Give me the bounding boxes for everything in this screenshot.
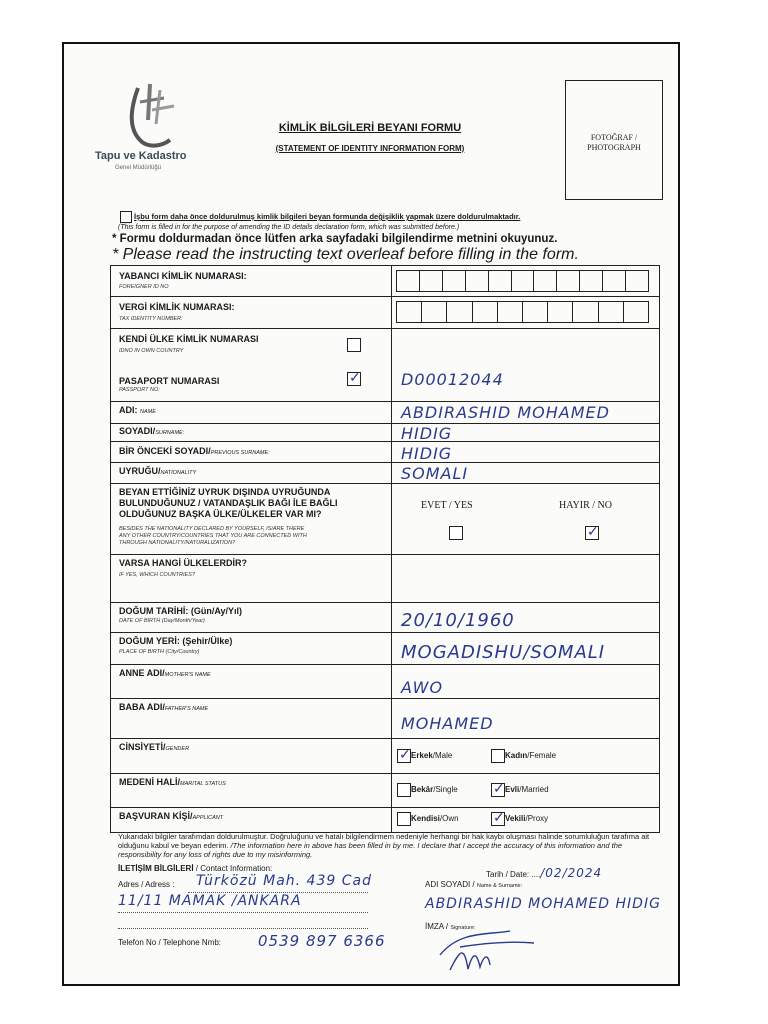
foreigner-id-label: YABANCI KİMLİK NUMARASI: xyxy=(119,271,247,281)
female-label: Kadın/Female xyxy=(505,751,557,760)
prev-surname-value[interactable]: HIDIG xyxy=(401,444,453,463)
other-nationality-question-en: BESIDES THE NATIONALITY DECLARED BY YOURSELF, IS/ARE THERE ANY OTHER COUNTRY/COUNTRIES THAT YOU ARE CONNECTED WITH THROUGH NATIONALITY/NATURALIZATION? xyxy=(119,526,307,546)
photo-label: FOTOĞRAF / PHOTOGRAPH xyxy=(587,133,641,152)
mother-name-value[interactable]: AWO xyxy=(401,678,444,697)
address-line-1[interactable]: Türközü Mah. 439 Cad xyxy=(196,873,372,889)
tax-id-label: VERGİ KİMLİK NUMARASI: xyxy=(119,302,235,312)
name-value[interactable]: ABDIRASHID MOHAMED xyxy=(401,403,610,422)
declaration-text: Yukarıdaki bilgiler tarafımdan doldurulmuştur. Doğruluğunu ve hatalı bilgilendirmem nedeniyle herhangi bir hak kaybı oluşması halinde sorumluluğun tarafıma ait olduğunu kabul ve beyan ederim. /The information here in above has been filled in by me. I declare that I accept the accuracy of this information and the responsibility for any loss of rights due to my misinforming. xyxy=(118,832,650,859)
telephone-label: Telefon No / Telephone Nmb: xyxy=(118,938,222,947)
nationality-label: UYRUĞU/NATIONALITY xyxy=(119,466,197,476)
passport-value[interactable]: D00012044 xyxy=(401,370,504,389)
other-nationality-yes-checkbox[interactable] xyxy=(449,526,463,540)
married-checkbox[interactable] xyxy=(491,783,505,797)
date-field: Tarih / Date: ..../02/2024 xyxy=(486,866,603,880)
dob-value[interactable]: 20/10/1960 xyxy=(401,610,515,631)
dob-label: DOĞUM TARİHİ: (Gün/Ay/Yıl) xyxy=(119,606,242,616)
prev-surname-label: BİR ÖNCEKİ SOYADI/PREVIOUS SURNAME: xyxy=(119,446,270,456)
applicant-label: BAŞVURAN KİŞİ/APPLICANT xyxy=(119,811,224,821)
address-line-2[interactable]: 11/11 MAMAK /ANKARA xyxy=(118,893,302,909)
org-name: Tapu ve Kadastro xyxy=(95,150,187,162)
photo-box xyxy=(565,80,663,200)
own-label: Kendisi/Own xyxy=(411,814,459,823)
nationality-value[interactable]: SOMALI xyxy=(401,464,469,483)
home-id-checkbox[interactable] xyxy=(347,338,361,352)
yes-label: EVET / YES xyxy=(421,500,473,511)
contact-heading: İLETİŞİM BİLGİLERİ / Contact Information: xyxy=(118,864,273,873)
date-value[interactable]: /02/2024 xyxy=(540,866,603,880)
female-checkbox[interactable] xyxy=(491,749,505,763)
form-title: KİMLİK BİLGİLERİ BEYANI FORMU xyxy=(278,122,462,134)
name-surname-label: ADI SOYADI / Name & Surname: xyxy=(425,880,523,889)
signature-label: İMZA / Signature: xyxy=(425,922,476,931)
amend-notice: İşbu form daha önce doldurulmuş kimlik bilgileri beyan formunda değişiklik yapmak üzere doldurulmaktadır. xyxy=(134,212,521,221)
father-name-label: BABA ADI/FATHER'S NAME xyxy=(119,702,209,712)
foreigner-id-cells[interactable] xyxy=(397,270,649,292)
proxy-checkbox[interactable] xyxy=(491,812,505,826)
read-notice: * Formu doldurmadan önce lütfen arka sayfadaki bilgilendirme metnini okuyunuz. xyxy=(112,233,558,245)
tax-id-cells[interactable] xyxy=(397,301,649,323)
surname-value[interactable]: HIDIG xyxy=(401,424,453,443)
own-checkbox[interactable] xyxy=(397,812,411,826)
which-countries-label: VARSA HANGİ ÜLKELERDİR? xyxy=(119,558,247,568)
tkgm-logo-icon xyxy=(120,80,180,150)
male-label: Erkek/Male xyxy=(411,751,453,760)
read-notice-en: * Please read the instructing text overleaf before filling in the form. xyxy=(112,246,579,263)
amend-notice-en: (This form is filled in for the purpose of amending the ID details declaration form, which was submitted before.) xyxy=(118,224,460,231)
telephone-value[interactable]: 0539 897 6366 xyxy=(258,932,386,950)
no-label: HAYIR / NO xyxy=(559,500,612,511)
amend-checkbox[interactable] xyxy=(120,211,132,223)
married-label: Evli/Married xyxy=(505,785,549,794)
passport-checkbox[interactable] xyxy=(347,372,361,386)
other-nationality-no-checkbox[interactable] xyxy=(585,526,599,540)
other-nationality-question: BEYAN ETTİĞİNİZ UYRUK DIŞINDA UYRUĞUNDA BULUNDUĞUNUZ / VATANDAŞLIK BAĞI İLE BAĞLI OLDUĞUNUZ BAŞKA ÜLKE/ÜLKELER VAR MI? xyxy=(119,487,338,519)
pob-label: DOĞUM YERİ: (Şehir/Ülke) xyxy=(119,636,233,646)
surname-label: SOYADI/SURNAME: xyxy=(119,426,185,436)
home-id-label: KENDİ ÜLKE KİMLİK NUMARASI xyxy=(119,334,259,344)
passport-label: PASAPORT NUMARASI xyxy=(119,376,220,386)
name-label: ADI: NAME xyxy=(119,405,156,415)
pob-value[interactable]: MOGADISHU/SOMALI xyxy=(401,642,606,663)
org-subname: Genel Müdürlüğü xyxy=(115,165,162,171)
proxy-label: Vekili/Proxy xyxy=(505,814,549,823)
mother-name-label: ANNE ADI/MOTHER'S NAME xyxy=(119,668,211,678)
address-label: Adres / Adress : xyxy=(118,880,175,889)
single-checkbox[interactable] xyxy=(397,783,411,797)
single-label: Bekâr/Single xyxy=(411,785,458,794)
form-subtitle: (STATEMENT OF IDENTITY INFORMATION FORM) xyxy=(275,144,465,153)
name-surname-value[interactable]: ABDIRASHID MOHAMED HIDIG xyxy=(425,896,661,912)
signature-icon xyxy=(430,925,540,975)
father-name-value[interactable]: MOHAMED xyxy=(401,714,494,733)
gender-label: CİNSİYETİ/GENDER xyxy=(119,742,190,752)
identity-table: YABANCI KİMLİK NUMARASI: FOREIGNER ID NO VERGİ KİMLİK NUMARASI: TAX IDENTITY NUMBER: KENDİ ÜLKE KİMLİK NUMARASI IDNO IN OWN COUNTRY PASAPORT NUMARASI PASSPORT NO: ✓ D00012044 ADI: NAME ABDIRASHID MOHAMED SOYADI/SURNAME: HIDIG BİR ÖNCEKİ SOYADI/PREVIOUS SURNAME: HIDIG UYRUĞU/NATIONALITY SOMALI BEYAN ETTİĞİNİZ UYRUK DIŞINDA UYRUĞUNDA BULUNDUĞUNUZ / VATANDAŞLIK BAĞI İLE BAĞLI OLDUĞUNUZ BAŞKA ÜLKE/ÜLKELER VAR MI? BESIDES THE NATIONALITY DECLARED BY YOURSELF, IS/ARE THERE ANY OTHER COUNTRY/COUNTRIES THAT YOU ARE CONNECTED WITH THROUGH NATIONALITY/NATURALIZATION? EVET / YES HAYIR / NO ✓ VARSA HANGİ ÜLKELERDİR? IF YES, WHICH COUNTRIES? DOĞUM TARİHİ: (Gün/Ay/Yıl) DATE OF BIRTH (Day/Month/Year) 20/10/1960 DOĞUM YERİ: (Şehir/Ülke) PLACE OF BIRTH (City/Country) MOGADISHU/SOMALI ANNE ADI/MOTHER'S NAME AWO BABA ADI/FATHER'S NAME MOHAMED CİNSİYETİ/GENDER ✓ Erkek/Male Kadın/Female MEDENİ HALİ/MARITAL STATUS Bekâr/Single ✓ Evli/Married BAŞVURAN KİŞİ/APPLICANT Kendisi/Own ✓ Vekili/Proxy xyxy=(110,265,660,833)
marital-label: MEDENİ HALİ/MARITAL STATUS xyxy=(119,777,226,787)
male-checkbox[interactable] xyxy=(397,749,411,763)
